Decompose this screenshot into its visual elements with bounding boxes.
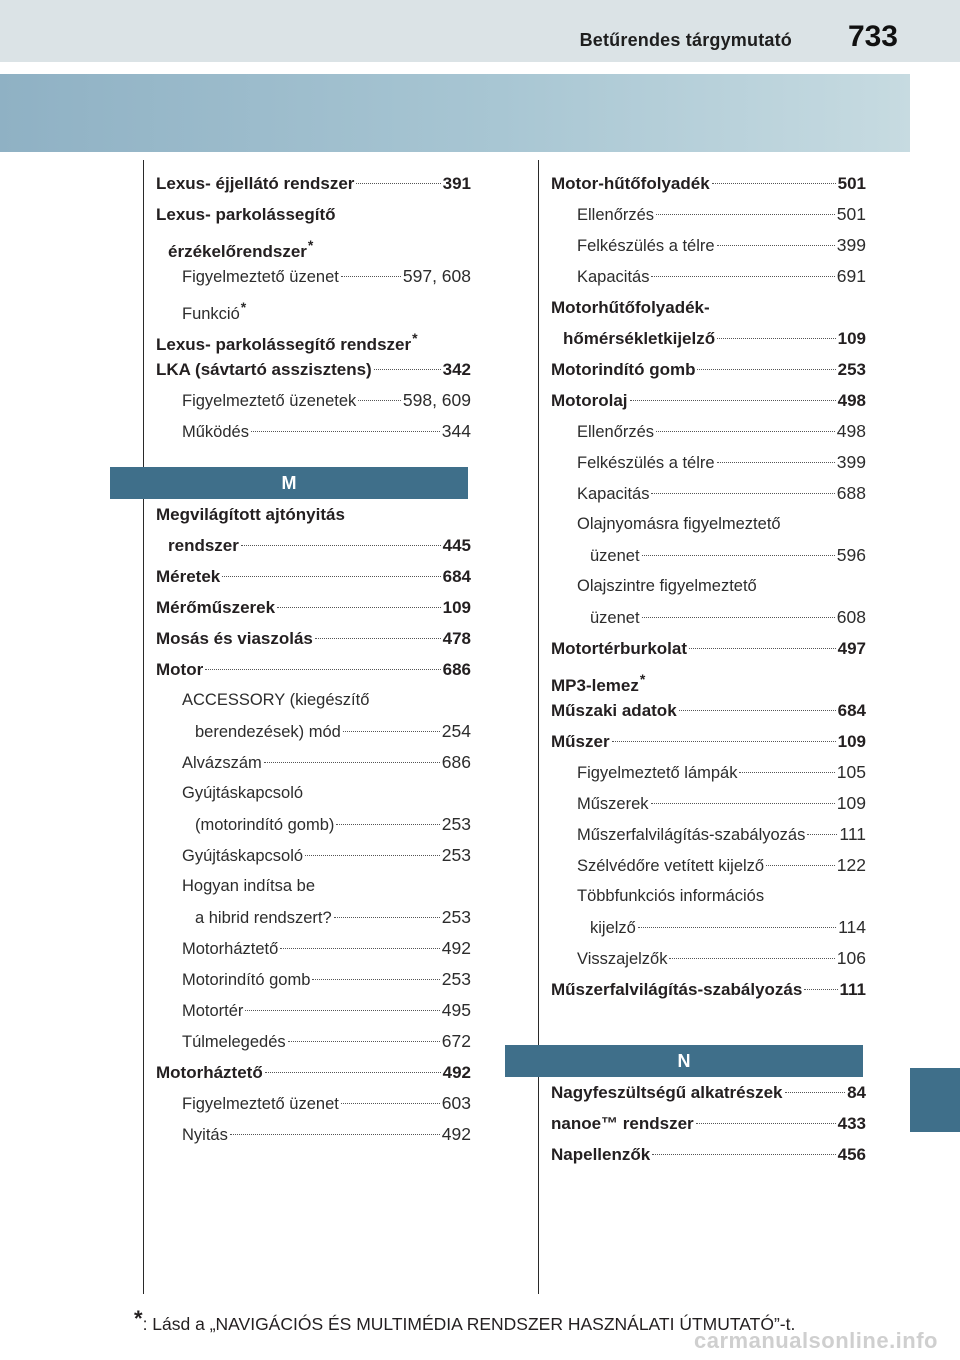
index-subentry: [156, 871, 471, 902]
page-reference: 688: [836, 483, 866, 503]
index-subentry: [551, 788, 866, 819]
entry-text: Felkészülés a télre: [577, 237, 715, 255]
page-reference: 254: [441, 721, 471, 741]
section-spacer: [551, 1005, 866, 1025]
page-number: 733: [847, 20, 898, 53]
entry-text: Motorhűtőfolyadék-: [551, 298, 710, 317]
dot-leader: [630, 400, 836, 401]
page-reference: 501: [837, 174, 866, 193]
page-reference: 84: [847, 1083, 866, 1102]
dot-leader: [312, 979, 439, 980]
footnote-text: : Lásd a „NAVIGÁCIÓS ÉS MULTIMÉDIA RENDSZER HASZNÁLATI ÚTMUTATÓ”-t.: [142, 1314, 796, 1334]
dot-leader: [288, 1041, 440, 1042]
section-spacer: [551, 1025, 866, 1045]
dot-leader: [717, 338, 836, 339]
index-subentry: [156, 716, 471, 747]
footnote-marker: *: [307, 237, 314, 253]
page-reference: 105: [836, 762, 866, 782]
entry-text: Motor-hűtőfolyadék: [551, 174, 710, 193]
page-reference: 597, 608: [402, 266, 471, 286]
dot-leader: [264, 762, 440, 763]
dot-leader: [739, 772, 834, 773]
section-spacer: [156, 447, 471, 467]
entry-text: Gyújtáskapcsoló: [182, 847, 304, 865]
index-entry: [156, 592, 471, 623]
page-title: Betűrendes tárgymutató: [579, 30, 792, 50]
entry-text: Figyelmeztető üzenet: [182, 268, 339, 286]
dot-leader: [205, 669, 440, 670]
dot-leader: [785, 1092, 846, 1093]
entry-text: Műszerek: [577, 795, 649, 813]
entry-text: Műszaki adatok: [551, 701, 677, 720]
entry-text: Ellenőrzés: [577, 206, 655, 224]
index-subentry: [551, 757, 866, 788]
index-subentry: [156, 747, 471, 778]
index-entry: [551, 695, 866, 726]
index-entry: [551, 292, 866, 323]
page-reference: 106: [836, 948, 866, 968]
dot-leader: [712, 183, 836, 184]
entry-text: Lexus- parkolássegítő rendszer: [156, 335, 412, 354]
page-reference: 598, 609: [402, 390, 471, 410]
dot-leader: [265, 1072, 441, 1073]
index-subentry: [551, 943, 866, 974]
page-reference: 253: [441, 845, 471, 865]
entry-text: Kapacitás: [577, 268, 650, 286]
entry-text: Hogyan indítsa be: [182, 877, 316, 895]
dot-leader: [230, 1134, 440, 1135]
index-entry: [551, 354, 866, 385]
page-reference: 478: [442, 629, 471, 648]
page-reference: 686: [442, 660, 471, 679]
page-reference: 603: [441, 1093, 471, 1113]
entry-text: Műszer: [551, 732, 610, 751]
page-reference: 596: [836, 545, 866, 565]
dot-leader: [804, 989, 837, 990]
entry-text: Méretek: [156, 567, 221, 586]
index-subentry: [156, 1119, 471, 1150]
dot-leader: [656, 431, 835, 432]
column-divider-right: [538, 160, 539, 1294]
page-reference: 111: [839, 824, 866, 844]
dot-leader: [642, 617, 835, 618]
entry-text: a hibrid rendszert?: [195, 909, 332, 927]
entry-text: Lexus- parkolássegítő: [156, 205, 336, 224]
entry-text: Figyelmeztető üzenet: [182, 1095, 339, 1113]
page-reference: 391: [442, 174, 471, 193]
index-entry: [551, 1108, 866, 1139]
page-reference: 114: [838, 917, 866, 937]
entry-text: Napellenzők: [551, 1145, 651, 1164]
page-reference: 109: [837, 732, 866, 751]
index-subentry: [156, 840, 471, 871]
dot-leader: [343, 731, 440, 732]
page-reference: 122: [836, 855, 866, 875]
index-subentry: [156, 933, 471, 964]
footnote-star: *: [134, 1306, 143, 1331]
page-reference: 492: [441, 1124, 471, 1144]
page-reference: 399: [836, 452, 866, 472]
page-reference: 342: [442, 360, 471, 379]
page-reference: 109: [836, 793, 866, 813]
entry-text: Műszerfalvilágítás-szabályozás: [577, 826, 806, 844]
index-entry: [156, 623, 471, 654]
dot-leader: [305, 855, 440, 856]
index-column-right: [551, 168, 866, 1170]
dot-leader: [315, 638, 441, 639]
entry-text: (motorindító gomb): [195, 816, 335, 834]
page-reference: 253: [837, 360, 866, 379]
entry-text: Figyelmeztető lámpák: [577, 764, 738, 782]
dot-leader: [277, 607, 441, 608]
entry-text: Felkészülés a télre: [577, 454, 715, 472]
page-reference: 111: [839, 980, 866, 999]
index-entry: [156, 530, 471, 561]
entry-text: Gyújtáskapcsoló: [182, 784, 304, 802]
index-subentry: [551, 881, 866, 912]
entry-text: LKA (sávtartó asszisztens): [156, 360, 372, 379]
index-subentry: [551, 478, 866, 509]
entry-text: ACCESSORY (kiegészítő: [182, 691, 370, 709]
dot-leader: [807, 834, 837, 835]
index-subentry: [156, 964, 471, 995]
index-entry: [156, 230, 471, 261]
page-reference: 344: [441, 421, 471, 441]
index-subentry: [551, 602, 866, 633]
index-entry: [551, 974, 866, 1005]
page-reference: 456: [837, 1145, 866, 1164]
dot-leader: [245, 1010, 439, 1011]
dot-leader: [341, 276, 401, 277]
index-subentry: [551, 571, 866, 602]
entry-text: Motorindító gomb: [182, 971, 311, 989]
index-subentry: [156, 778, 471, 809]
page-reference: 445: [442, 536, 471, 555]
dot-leader: [356, 183, 440, 184]
entry-text: Olajszintre figyelmeztető: [577, 577, 757, 595]
dot-leader: [696, 1123, 836, 1124]
index-subentry: [551, 447, 866, 478]
index-entry: [551, 664, 866, 695]
entry-text: Motortérburkolat: [551, 639, 687, 658]
entry-text: üzenet: [590, 547, 640, 565]
entry-text: üzenet: [590, 609, 640, 627]
index-subentry: [551, 261, 866, 292]
index-entry: [156, 168, 471, 199]
entry-text: Visszajelzők: [577, 950, 668, 968]
dot-leader: [717, 245, 835, 246]
page-reference: 495: [441, 1000, 471, 1020]
index-subentry: [156, 261, 471, 292]
index-entry: [551, 1139, 866, 1170]
entry-text: érzékelőrendszer: [168, 242, 307, 261]
index-entry: [156, 561, 471, 592]
entry-text: Motorháztető: [156, 1063, 263, 1082]
index-entry: [551, 633, 866, 664]
dot-leader: [638, 927, 836, 928]
entry-text: Kapacitás: [577, 485, 650, 503]
entry-text: Motorháztető: [182, 940, 279, 958]
page-reference: 253: [441, 907, 471, 927]
index-subentry: [156, 1088, 471, 1119]
page-reference: 672: [441, 1031, 471, 1051]
dot-leader: [669, 958, 834, 959]
page-reference: 498: [836, 421, 866, 441]
index-subentry: [156, 902, 471, 933]
page-reference: 433: [837, 1114, 866, 1133]
page-reference: 109: [837, 329, 866, 348]
page-reference: 492: [441, 938, 471, 958]
index-subentry: [156, 292, 471, 323]
column-divider-left: [143, 160, 144, 1294]
index-entry: [551, 726, 866, 757]
entry-text: hőmérsékletkijelző: [563, 329, 716, 348]
index-subentry: [551, 819, 866, 850]
dot-leader: [374, 369, 441, 370]
entry-text: nanoe™ rendszer: [551, 1114, 694, 1133]
section-header-n: N: [505, 1045, 863, 1077]
entry-text: berendezések) mód: [195, 723, 341, 741]
entry-text: kijelző: [590, 919, 636, 937]
index-subentry: [551, 540, 866, 571]
entry-text: Ellenőrzés: [577, 423, 655, 441]
chapter-side-tab: [910, 1068, 960, 1132]
index-subentry: [156, 1026, 471, 1057]
page-reference: 498: [837, 391, 866, 410]
dot-leader: [651, 276, 834, 277]
index-subentry: [551, 199, 866, 230]
index-subentry: [156, 995, 471, 1026]
dot-leader: [656, 214, 835, 215]
entry-text: Lexus- éjjellátó rendszer: [156, 174, 355, 193]
entry-text: Mérőműszerek: [156, 598, 276, 617]
entry-text: Mosás és viaszolás: [156, 629, 313, 648]
page-reference: 684: [837, 701, 866, 720]
dot-leader: [612, 741, 836, 742]
entry-text: Funkció: [182, 305, 240, 323]
dot-leader: [334, 917, 440, 918]
page-reference: 109: [442, 598, 471, 617]
dot-leader: [251, 431, 440, 432]
entry-text: Olajnyomásra figyelmeztető: [577, 515, 781, 533]
entry-text: Nagyfeszültségű alkatrészek: [551, 1083, 783, 1102]
entry-text: Alvázszám: [182, 754, 262, 772]
entry-text: rendszer: [168, 536, 239, 555]
dot-leader: [341, 1103, 440, 1104]
index-entry: [156, 499, 471, 530]
page-reference: 608: [836, 607, 866, 627]
dot-leader: [679, 710, 836, 711]
footnote-marker: *: [412, 330, 418, 346]
index-subentry: [551, 509, 866, 540]
entry-text: Műszerfalvilágítás-szabályozás: [551, 980, 803, 999]
entry-text: MP3-lemez: [551, 676, 639, 695]
index-entry: [156, 1057, 471, 1088]
index-subentry: [551, 416, 866, 447]
index-subentry: [551, 230, 866, 261]
dot-leader: [358, 400, 401, 401]
page-reference: 253: [441, 969, 471, 989]
entry-text: Működés: [182, 423, 249, 441]
index-subentry: [156, 685, 471, 716]
dot-leader: [651, 803, 835, 804]
page-reference: 399: [836, 235, 866, 255]
dot-leader: [717, 462, 835, 463]
page-reference: 684: [442, 567, 471, 586]
entry-text: Megvilágított ajtónyitás: [156, 505, 345, 524]
index-column-left: [156, 168, 471, 1150]
entry-text: Szélvédőre vetített kijelző: [577, 857, 765, 875]
dot-leader: [280, 948, 439, 949]
page-reference: 501: [836, 204, 866, 224]
dot-leader: [766, 865, 835, 866]
entry-text: Figyelmeztető üzenetek: [182, 392, 357, 410]
entry-text: Motor: [156, 660, 204, 679]
dot-leader: [652, 1154, 835, 1155]
dot-leader: [222, 576, 440, 577]
index-entry: [156, 654, 471, 685]
entry-text: Nyitás: [182, 1126, 228, 1144]
index-entry: [156, 354, 471, 385]
index-entry: [551, 385, 866, 416]
page-reference: 497: [837, 639, 866, 658]
watermark: carmanualsonline.info: [694, 1328, 938, 1353]
index-entry: [551, 1077, 866, 1108]
entry-text: Motortér: [182, 1002, 244, 1020]
dot-leader: [336, 824, 439, 825]
page-reference: 686: [441, 752, 471, 772]
index-subentry: [156, 416, 471, 447]
index-subentry: [156, 385, 471, 416]
page-reference: 691: [836, 266, 866, 286]
section-header-m: M: [110, 467, 468, 499]
index-subentry: [551, 912, 866, 943]
index-entry: [156, 323, 471, 354]
footnote-marker: *: [639, 671, 646, 687]
entry-text: Motorindító gomb: [551, 360, 696, 379]
index-subentry: [156, 809, 471, 840]
page-reference: 253: [441, 814, 471, 834]
dot-leader: [241, 545, 441, 546]
index-entry: [551, 323, 866, 354]
dot-leader: [689, 648, 836, 649]
index-subentry: [551, 850, 866, 881]
dot-leader: [697, 369, 835, 370]
index-entry: [156, 199, 471, 230]
entry-text: Túlmelegedés: [182, 1033, 286, 1051]
index-entry: [551, 168, 866, 199]
dot-leader: [651, 493, 834, 494]
entry-text: Motorolaj: [551, 391, 628, 410]
page-header-bar: [0, 0, 960, 62]
header-decorative-band: [0, 74, 910, 152]
dot-leader: [642, 555, 835, 556]
entry-text: Többfunkciós információs: [577, 887, 765, 905]
footnote-marker: *: [240, 299, 247, 315]
page-reference: 492: [442, 1063, 471, 1082]
